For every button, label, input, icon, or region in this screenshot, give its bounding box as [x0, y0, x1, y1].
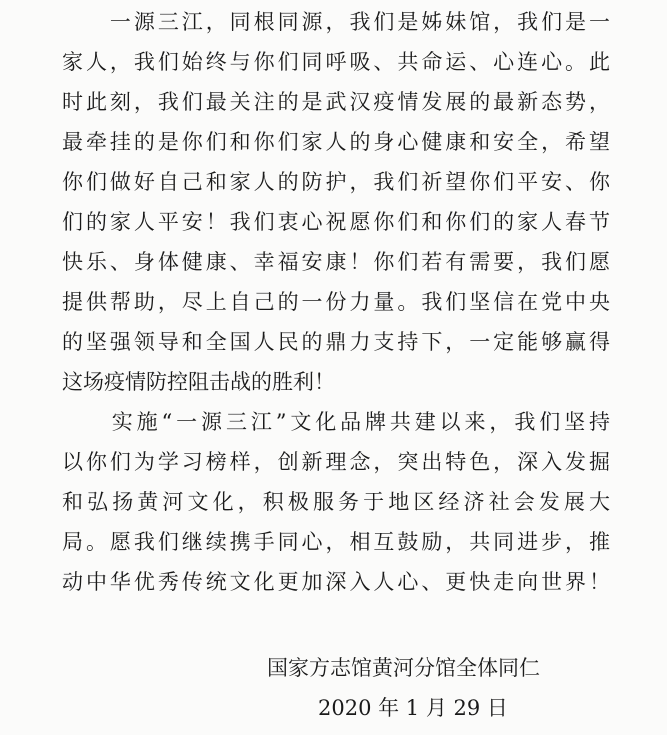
- signature-date: 2020 年 1 月 29 日: [318, 696, 508, 720]
- paragraph-1-line: 时此刻，我们最关注的是武汉疫情发展的最新态势，: [62, 90, 610, 114]
- paragraph-1-line: 最牵挂的是你们和你们家人的身心健康和安全，希望: [62, 130, 610, 154]
- paragraph-2-line: 以你们为学习榜样，创新理念，突出特色，深入发掘: [62, 450, 610, 474]
- paragraph-1-line: 家人，我们始终与你们同呼吸、共命运、心连心。此: [62, 50, 610, 74]
- signature: 国家方志馆黄河分馆全体同仁: [267, 656, 540, 680]
- paragraph-2-line: 动中华优秀传统文化更加深入人心、更快走向世界！: [62, 570, 610, 594]
- paragraph-1-line: 快乐、身体健康、幸福安康！你们若有需要，我们愿: [62, 250, 610, 274]
- paragraph-1-line: 一源三江，同根同源，我们是姊妹馆，我们是一: [62, 10, 610, 34]
- paragraph-1-line: 提供帮助，尽上自己的一份力量。我们坚信在党中央: [62, 290, 610, 314]
- paragraph-1-line: 你们做好自己和家人的防护，我们祈望你们平安、你: [62, 170, 610, 194]
- paragraph-2-line: 实施“一源三江”文化品牌共建以来，我们坚持: [62, 410, 610, 434]
- paragraph-1-line: 这场疫情防控阻击战的胜利！: [62, 370, 335, 394]
- paragraph-2-line: 局。愿我们继续携手同心，相互鼓励，共同进步，推: [62, 530, 610, 554]
- paragraph-2-line: 和弘扬黄河文化，积极服务于地区经济社会发展大: [62, 490, 610, 514]
- paragraph-1-line: 的坚强领导和全国人民的鼎力支持下，一定能够赢得: [62, 330, 610, 354]
- paragraph-1-line: 们的家人平安！我们衷心祝愿你们和你们的家人春节: [62, 210, 610, 234]
